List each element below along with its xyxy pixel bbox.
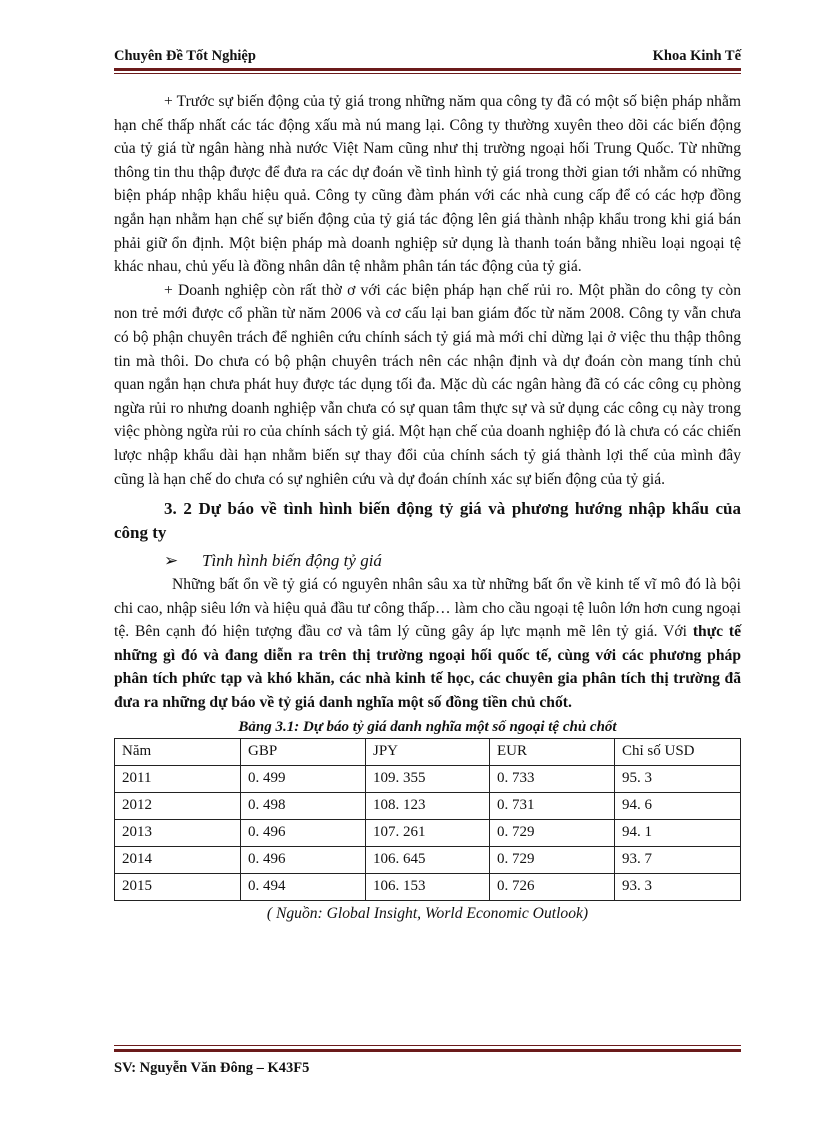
footer-rule-thin: [114, 1045, 741, 1046]
cell-usd-index: 93. 3: [615, 873, 741, 900]
table-caption: Bảng 3.1: Dự báo tỷ giá danh nghĩa một số ngoại tệ chủ chốt: [238, 718, 617, 735]
subheading: [114, 549, 741, 573]
cell-eur: 0. 729: [490, 819, 615, 846]
cell-jpy: 106. 153: [366, 873, 490, 900]
table-row: [115, 792, 741, 819]
document-body: [114, 90, 741, 925]
cell-eur: 0. 726: [490, 873, 615, 900]
page-header: [114, 48, 741, 70]
table-source: ( Nguồn: Global Insight, World Economic Outlook): [266, 904, 589, 922]
paragraph-3-bold: thực tế những gì đó và đang diễn ra trên thị trường ngoại hối quốc tế, cùng với các phương pháp phân tích phức tạp và khó khăn, các nhà kinh tế học, các chuyên gia phân tích thị trường đã đưa ra những dự báo về tỷ giá danh nghĩa một số đồng tiền chủ chốt.: [114, 623, 741, 712]
table-row: [115, 765, 741, 792]
header-cell-gbp: GBP: [241, 738, 366, 765]
cell-jpy: 107. 261: [366, 819, 490, 846]
cell-year: 2014: [115, 846, 241, 873]
cell-gbp: 0. 496: [241, 846, 366, 873]
cell-year: 2012: [115, 792, 241, 819]
cell-jpy: 108. 123: [366, 792, 490, 819]
forecast-table: [114, 738, 741, 901]
header-title: Chuyên Đề Tốt Nghiệp: [114, 48, 256, 64]
table-row: [115, 819, 741, 846]
table-header-row: [115, 738, 741, 765]
cell-gbp: 0. 498: [241, 792, 366, 819]
paragraph-3-plain: Những bất ổn về tỷ giá có nguyên nhân sâu xa từ những bất ổn về kinh tế vĩ mô đó là bội chi cao, nhập siêu lớn và hiệu quả đầu tư công thấp… làm cho cầu ngoại tệ luôn lớn hơn cung ngoại tệ. Bên cạnh đó hiện tượng đầu cơ và tâm lý cũng gây áp lực mạnh mẽ lên tỷ giá. Với: [114, 576, 741, 641]
cell-eur: 0. 731: [490, 792, 615, 819]
table-row: [115, 846, 741, 873]
footer-student: SV: Nguyễn Văn Đông – K43F5: [114, 1060, 310, 1076]
cell-eur: 0. 729: [490, 846, 615, 873]
paragraph-2: + Doanh nghiệp còn rất thờ ơ với các biện pháp hạn chế rủi ro. Một phần do công ty còn non trẻ mới được cổ phần từ năm 2006 và cơ cấu lại ban giám đốc từ năm 2008. Công ty vẫn chưa có bộ phận chuyên trách để nghiên cứu chính sách tỷ giá mà mới chỉ dừng lại ở việc thu thập thông tin mà thôi. Do chưa có bộ phận chuyên trách nên các nhận định và dự đoán còn mang tính chủ quan ngắn hạn chưa phát huy được tác dụng tối đa. Mặc dù các ngân hàng đã có các công cụ phòng ngừa rủi ro nhưng doanh nghiệp vẫn chưa có sự quan tâm thực sự và sử dụng các công cụ này trong việc phòng ngừa rủi ro của chính sách tỷ giá. Một hạn chế của doanh nghiệp đó là chưa có các chiến lược nhập khẩu dài hạn nhằm biến sự thay đổi của chính sách tỷ giá thành lợi thế của mình đây cũng là hạn chế do chưa có sự nghiên cứu và dự đoán chính xác sự biến động của tỷ giá.: [114, 281, 741, 488]
cell-jpy: 109. 355: [366, 765, 490, 792]
cell-gbp: 0. 494: [241, 873, 366, 900]
header-rule-thin: [114, 73, 741, 74]
header-cell-usd-index: Chỉ số USD: [615, 738, 741, 765]
arrow-bullet-icon: ➢: [164, 551, 179, 571]
paragraph-1: + Trước sự biến động của tỷ giá trong những năm qua công ty đã có một số biện pháp nhằm hạn chế thấp nhất các tác động xấu mà nú mang lại. Công ty thường xuyên theo dõi các biến động của tỷ giá từ ngân hàng nhà nước Việt Nam cũng như thị trường ngoại hối Trung Quốc. Từ những thông tin thu thập được để đưa ra các dự đoán về tình hình tỷ giá trong thời gian tới nhằm có những biện pháp nhập khẩu hiệu quả. Công ty cũng đàm phán với các nhà cung cấp để có các hợp đồng ngắn hạn nhằm hạn chế sự biến động của tỷ giá tác động lên giá thành nhập khẩu trong khi giá bán phải giữ ổn định. Một biện pháp mà doanh nghiệp sử dụng là thanh toán bằng nhiều loại ngoại tệ khác nhau, chủ yếu là đồng nhân dân tệ nhằm phân tán tác động của tỷ giá.: [114, 93, 741, 276]
cell-jpy: 106. 645: [366, 846, 490, 873]
header-rule-thick: [114, 68, 741, 71]
cell-usd-index: 95. 3: [615, 765, 741, 792]
cell-gbp: 0. 496: [241, 819, 366, 846]
cell-usd-index: 93. 7: [615, 846, 741, 873]
cell-usd-index: 94. 1: [615, 819, 741, 846]
table-row: [115, 873, 741, 900]
header-cell-jpy: JPY: [366, 738, 490, 765]
cell-year: 2011: [115, 765, 241, 792]
paragraph-3: [114, 573, 741, 715]
cell-gbp: 0. 499: [241, 765, 366, 792]
subheading-text: Tình hình biến động tỷ giá: [202, 551, 382, 571]
cell-usd-index: 94. 6: [615, 792, 741, 819]
cell-eur: 0. 733: [490, 765, 615, 792]
header-cell-eur: EUR: [490, 738, 615, 765]
cell-year: 2013: [115, 819, 241, 846]
header-cell-year: Năm: [115, 738, 241, 765]
section-heading: 3. 2 Dự báo về tình hình biến động tỷ giá và phương hướng nhập khẩu của công ty: [114, 499, 741, 543]
cell-year: 2015: [115, 873, 241, 900]
footer-rule-thick: [114, 1049, 741, 1052]
header-faculty: Khoa Kinh Tế: [652, 48, 741, 64]
